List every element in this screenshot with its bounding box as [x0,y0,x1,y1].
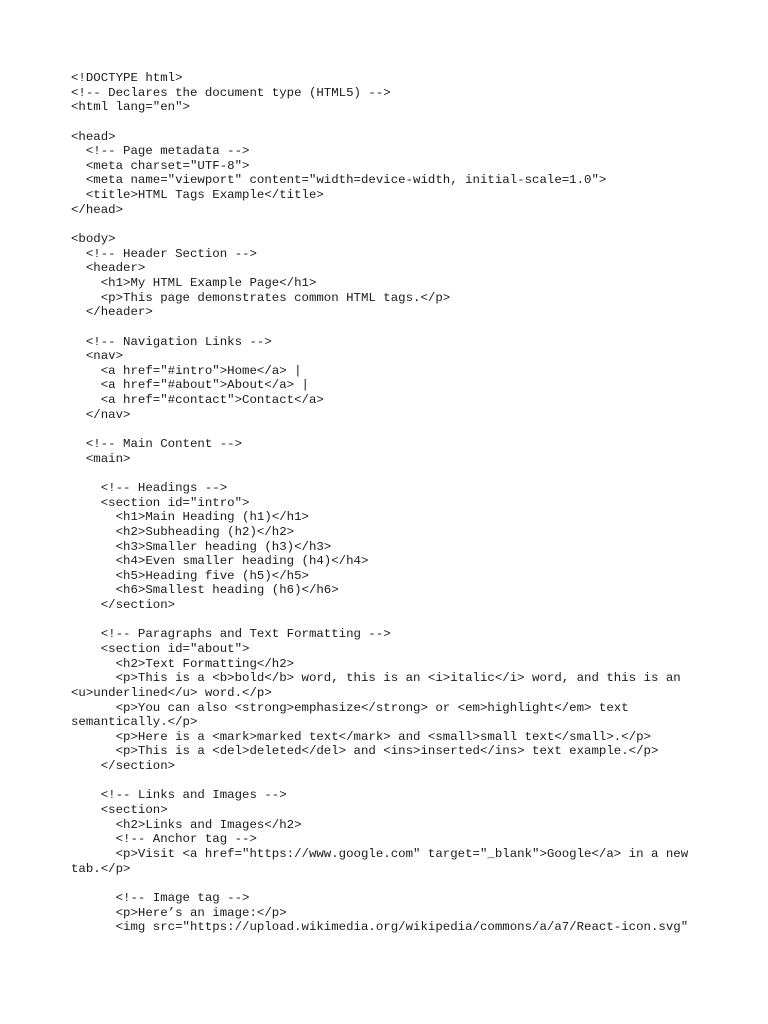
code-line: <p>You can also <strong>emphasize</strong> or <em>highlight</em> text [71,700,629,715]
code-line: <!-- Page metadata --> [71,144,250,159]
code-line [71,774,711,789]
code-line: <a href="#contact">Contact</a> [71,393,324,408]
code-line: </section> [71,759,176,774]
code-line: <h2>Subheading (h2)</h2> [71,524,295,539]
code-line: <!-- Anchor tag --> [71,832,257,847]
code-line: </head> [71,202,124,217]
code-line: <h4>Even smaller heading (h4)</h4> [71,554,369,569]
code-line: <p>Here is a <mark>marked text</mark> and <small>small text</small>.</p> [71,729,651,744]
code-line: <!-- Headings --> [71,480,228,495]
code-line: <!-- Image tag --> [71,890,250,905]
code-line: <p>Here’s an image:</p> [71,905,287,920]
code-line [71,217,711,232]
code-line: <meta name="viewport" content="width=device-width, initial-scale=1.0"> [71,173,607,188]
code-line: <body> [71,232,116,247]
code-line: <section id="about"> [71,641,250,656]
code-line: <meta charset="UTF-8"> [71,158,250,173]
code-line: <h1>Main Heading (h1)</h1> [71,510,309,525]
code-line: tab.</p> [71,861,131,876]
code-line: <h1>My HTML Example Page</h1> [71,275,317,290]
code-line: <head> [71,129,116,144]
code-line: <h2>Links and Images</h2> [71,817,302,832]
code-line [71,320,711,335]
code-line: <h3>Smaller heading (h3)</h3> [71,539,332,554]
code-line [71,115,711,130]
code-line: <!-- Navigation Links --> [71,334,272,349]
code-line [71,876,711,891]
code-line [71,613,711,628]
code-line: <!-- Paragraphs and Text Formatting --> [71,627,391,642]
code-line: <h5>Heading five (h5)</h5> [71,568,309,583]
code-line: <p>This page demonstrates common HTML tags.</p> [71,290,451,305]
code-line: <p>Visit <a href="https://www.google.com" target="_blank">Google</a> in a new [71,846,689,861]
code-line: <nav> [71,349,124,364]
code-line: <!-- Declares the document type (HTML5) --> [71,85,391,100]
code-line: <html lang="en"> [71,100,190,115]
code-line: <section> [71,803,168,818]
code-line: <p>This is a <b>bold</b> word, this is an <i>italic</i> word, and this is an [71,671,681,686]
code-line [71,422,711,437]
code-line: </nav> [71,407,131,422]
code-line: <!-- Main Content --> [71,437,243,452]
code-line: <header> [71,261,146,276]
code-line: <!DOCTYPE html> [71,71,183,85]
code-line: semantically.</p> [71,715,198,730]
code-line: <section id="intro"> [71,495,250,510]
code-line: <a href="#about">About</a> | [71,378,309,393]
code-line: <p>This is a <del>deleted</del> and <ins>inserted</ins> text example.</p> [71,744,659,759]
code-listing [71,71,711,935]
code-line: </section> [71,598,176,613]
code-line: <u>underlined</u> word.</p> [71,685,272,700]
code-line: <title>HTML Tags Example</title> [71,188,324,203]
code-line: </header> [71,305,153,320]
code-line: <!-- Links and Images --> [71,788,287,803]
code-line: <h2>Text Formatting</h2> [71,656,295,671]
code-line: <!-- Header Section --> [71,246,257,261]
code-line: <main> [71,451,131,466]
code-line: <h6>Smallest heading (h6)</h6> [71,583,339,598]
code-line: <a href="#intro">Home</a> | [71,363,302,378]
code-line [71,466,711,481]
code-line: <img src="https://upload.wikimedia.org/wikipedia/commons/a/a7/React-icon.svg" [71,920,689,935]
